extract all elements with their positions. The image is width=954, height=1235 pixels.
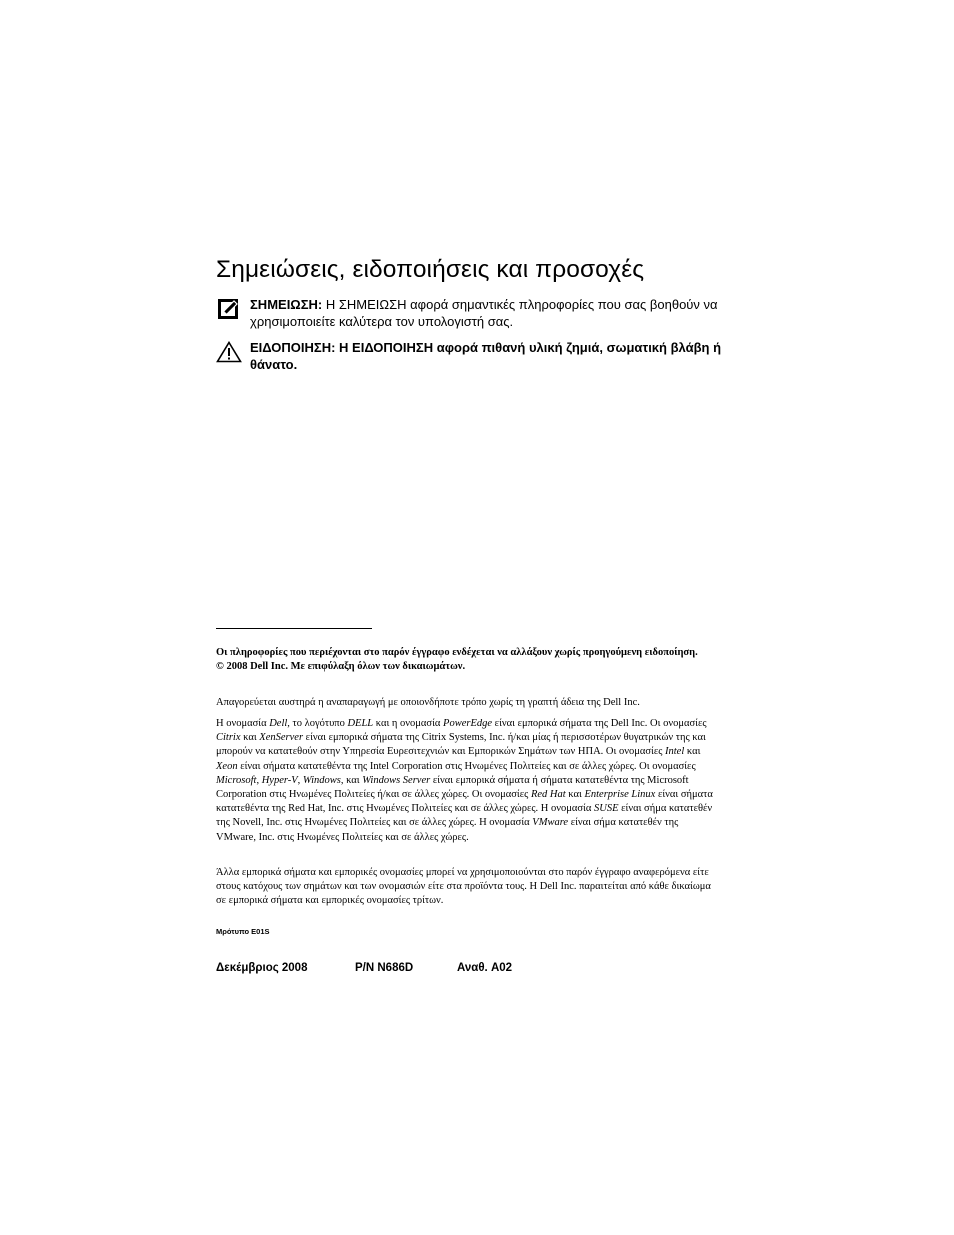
tm-text: , και bbox=[340, 774, 363, 786]
tm-dell: Dell bbox=[269, 718, 288, 729]
tm-text: είναι εμπορικά σήματα της Citrix Systems, Inc. ή/και μίας ή περισσοτέρων θυγατρικών της και μπορούν να κατατεθούν στην Υπηρεσία Ευρεσιτεχνιών και Εμπορικών Σημάτων των ΗΠΑ. Οι ονομασίες bbox=[216, 732, 706, 758]
footer-revision: Αναθ. A02 bbox=[457, 962, 513, 974]
warning-body: Η ΕΙΔΟΠΟΙΗΣΗ αφορά πιθανή υλική ζημιά, σωματική βλάβη ή θάνατο. bbox=[250, 340, 722, 372]
legal-header bbox=[216, 646, 716, 674]
tm-citrix: Citrix bbox=[216, 732, 241, 744]
footer-part-number: P/N N686D bbox=[355, 962, 414, 974]
third-party-trademarks: Άλλα εμπορικά σήματα και εμπορικές ονομασίες μπορεί να χρησιμοποιούνται στο παρόν έγγραφο αναφερόμενα είτε στους κατόχους των σημάτων και των ονομασιών είτε στα προϊόντα τους. Η Dell Inc. παραιτείται από κάθε δικαίωμα σε εμπορικά σήματα και εμπορικές ονομασίες τρίτων. bbox=[216, 867, 711, 907]
tm-text: είναι σήμα κατατεθέν της Novell, Inc. στις Ηνωμένες Πολιτείες και σε άλλες χώρες. Η ονομασία bbox=[216, 803, 713, 829]
tm-windows: Windows bbox=[302, 774, 341, 786]
warning-text bbox=[250, 339, 730, 373]
warning-label: ΕΙΔΟΠΟΙΗΣΗ: bbox=[250, 340, 336, 355]
tm-text: είναι εμπορικά σήματα ή σήματα κατατεθέντα της Microsoft Corporation στις Ηνωμένες Πολιτείες ή/και σε άλλες χώρες. Οι ονομασίες bbox=[216, 774, 689, 801]
tm-text: είναι σήμα κατατεθέν της VMware, Inc. στις Ηνωμένες Πολιτείες και σε άλλες χώρες. bbox=[216, 817, 679, 843]
tm-vmware: VMware bbox=[532, 817, 569, 829]
tm-xeon: Xeon bbox=[216, 760, 238, 772]
warning-triangle-icon bbox=[216, 341, 242, 363]
page-title: Σημειώσεις, ειδοποιήσεις και προσοχές bbox=[216, 256, 645, 283]
tm-intel: Intel bbox=[665, 746, 685, 758]
tm-text: , bbox=[256, 774, 262, 786]
tm-text: είναι σήματα κατατεθέντα της Red Hat, Inc. στις Ηνωμένες Πολιτείες και σε άλλες χώρες. Η ονομασία bbox=[216, 789, 713, 815]
note-block bbox=[216, 296, 726, 336]
tm-text: είναι σήματα κατατεθέντα της Intel Corporation στις Ηνωμένες Πολιτείες και σε άλλες χώρες. Οι ονομασίες bbox=[237, 760, 696, 772]
tm-poweredge: PowerEdge bbox=[443, 718, 493, 729]
trademark-paragraph bbox=[216, 717, 716, 845]
tm-text: και η ονομασία bbox=[373, 718, 444, 729]
note-text bbox=[250, 296, 730, 330]
tm-text: και bbox=[565, 789, 585, 801]
tm-dell-logo: DELL bbox=[347, 718, 374, 729]
tm-xenserver: XenServer bbox=[259, 732, 304, 744]
tm-redhat: Red Hat bbox=[530, 789, 566, 801]
note-pencil-icon bbox=[216, 298, 242, 320]
tm-text: Η ονομασία bbox=[216, 718, 270, 729]
model-number: Μρότυπο E01S bbox=[216, 927, 270, 936]
copyright-line: © 2008 Dell Inc. Με επιφύλαξη όλων των δικαιωμάτων. bbox=[216, 661, 466, 673]
note-label: ΣΗΜΕΙΩΣΗ: bbox=[250, 297, 323, 312]
tm-hyperv: Hyper-V bbox=[261, 774, 298, 786]
tm-text: , bbox=[297, 774, 303, 786]
tm-text: και bbox=[684, 746, 701, 758]
separator-rule bbox=[216, 628, 372, 629]
reproduction-notice: Απαγορεύεται αυστηρά η αναπαραγωγή με οποιονδήποτε τρόπο χωρίς τη γραπτή άδεια της Dell Inc. bbox=[216, 697, 640, 708]
tm-microsoft: Microsoft bbox=[216, 774, 257, 786]
tm-text: και bbox=[240, 732, 260, 744]
warning-block bbox=[216, 339, 726, 379]
legal-change-notice: Οι πληροφορίες που περιέχονται στο παρόν έγγραφο ενδέχεται να αλλάξουν χωρίς προηγούμενη ειδοποίηση. bbox=[216, 647, 698, 658]
note-body: Η ΣΗΜΕΙΩΣΗ αφορά σημαντικές πληροφορίες που σας βοηθούν να χρησιμοποιείτε καλύτερα τον υπολογιστή σας. bbox=[250, 297, 718, 329]
tm-enterprise-linux: Enterprise Linux bbox=[584, 789, 656, 801]
footer-date: Δεκέμβριος 2008 bbox=[216, 962, 308, 974]
tm-text: είναι εμπορικά σήματα της Dell Inc. Οι ονομασίες bbox=[492, 718, 707, 729]
tm-suse: SUSE bbox=[593, 803, 619, 815]
tm-windows-server: Windows Server bbox=[362, 774, 431, 786]
tm-text: , το λογότυπο bbox=[287, 718, 348, 729]
